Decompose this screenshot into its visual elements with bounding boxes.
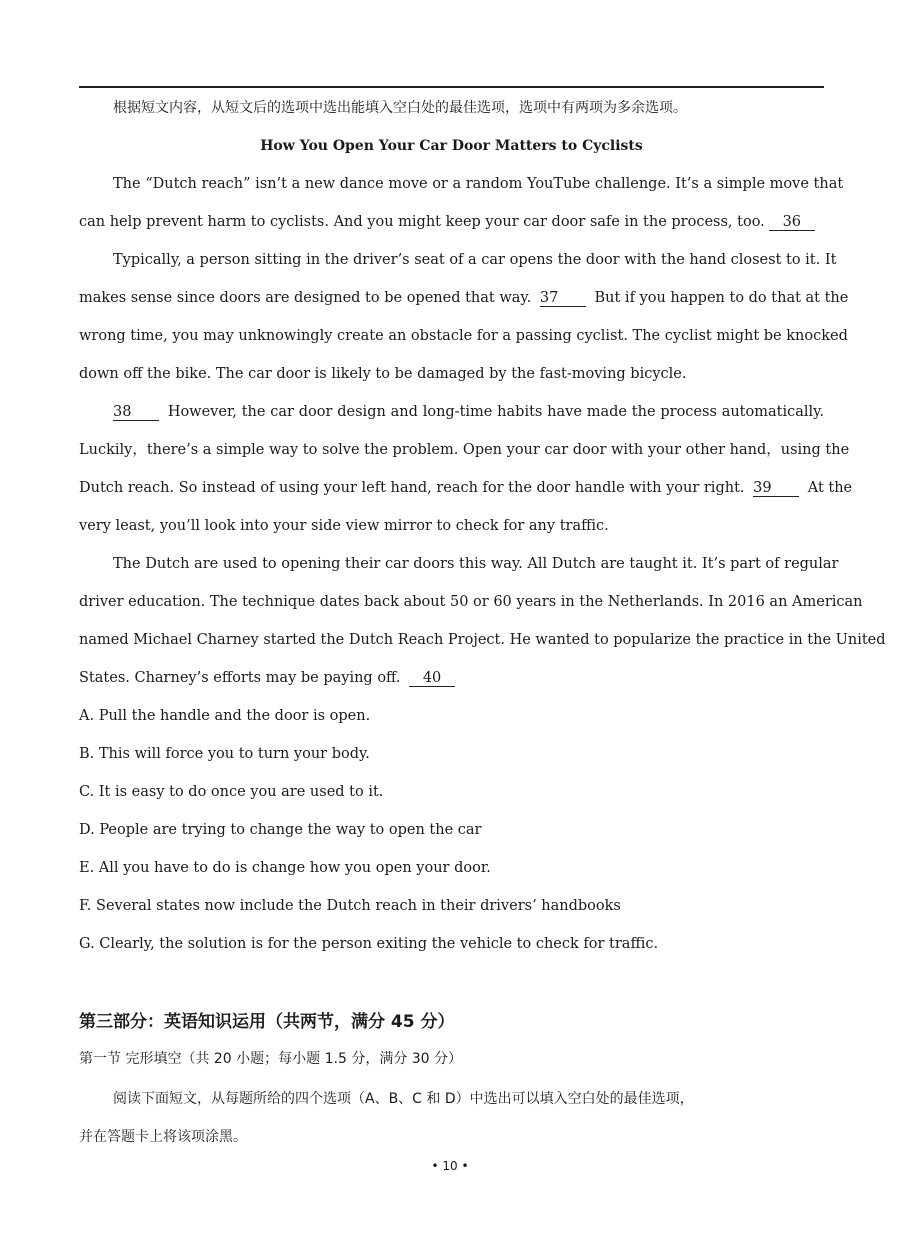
page-number: • 10 • [431,1159,469,1173]
option-b: B. This will force you to turn your body. [79,746,370,762]
p3-line3-text-b: At the [807,480,853,496]
part3-subheading: 第一节 完形填空（共 20 小题；每小题 1.5 分，满分 30 分） [79,1051,463,1067]
p4-line2: driver education. The technique dates back about 50 or 60 years in the Netherlands. In 2016 an American [79,594,863,610]
blank-40: 40 [409,670,455,687]
option-c: C. It is easy to do once you are used to it. [79,784,384,800]
p2-line2-text-b: But if you happen to do that at the [594,290,849,306]
p4-line1: The Dutch are used to opening their car doors this way. All Dutch are taught it. It’s part of regular [113,556,839,572]
option-d: D. People are trying to change the way to open the car [79,822,482,838]
p3-line1-text: However, the car door design and long-time habits have made the process automatically. [167,404,825,420]
option-f: F. Several states now include the Dutch reach in their drivers’ handbooks [79,898,621,914]
p1-line2-text: can help prevent harm to cyclists. And you might keep your car door safe in the process, too. [79,214,765,230]
p3-line3-text-a: Dutch reach. So instead of using your left hand, reach for the door handle with your right. [79,480,745,496]
part3-instruction-line2: 并在答题卡上将该项涂黑。 [79,1129,247,1145]
part3-heading: 第三部分：英语知识运用（共两节，满分 45 分） [79,1012,455,1032]
option-g: G. Clearly, the solution is for the person exiting the vehicle to check for traffic. [79,936,659,952]
p3-line4: very least, you’ll look into your side view mirror to check for any traffic. [79,518,609,534]
p2-line3: wrong time, you may unknowingly create an obstacle for a passing cyclist. The cyclist might be knocked [79,328,848,344]
p2-line2-text-a: makes sense since doors are designed to be opened that way. [79,290,532,306]
blank-37: 37 [540,290,586,307]
p1-line1: The “Dutch reach” isn’t a new dance move or a random YouTube challenge. It’s a simple move that [113,176,844,192]
p1-line2 [79,212,824,232]
part3-instruction-line1: 阅读下面短文，从每题所给的四个选项（A、B、C 和 D）中选出可以填入空白处的最佳选项， [113,1091,694,1107]
p2-line4: down off the bike. The car door is likely to be damaged by the fast-moving bicycle. [79,366,687,382]
p4-line4 [79,668,824,688]
p2-line2 [79,288,849,308]
p3-line3 [79,478,853,498]
p2-line1: Typically, a person sitting in the driver’s seat of a car opens the door with the hand closest to it. It [113,252,837,268]
passage-title: How You Open Your Car Door Matters to Cyclists [260,138,643,154]
p3-line2: Luckily，there’s a simple way to solve the problem. Open your car door with your other hand，using the [79,442,850,458]
top-divider [79,86,824,88]
blank-38: 38 [113,404,159,421]
p3-line1 [113,402,824,422]
option-e: E. All you have to do is change how you open your door. [79,860,491,876]
section-instruction: 根据短文内容，从短文后的选项中选出能填入空白处的最佳选项，选项中有两项为多余选项。 [113,100,687,116]
blank-36: 36 [769,214,815,231]
blank-39: 39 [753,480,799,497]
p4-line3: named Michael Charney started the Dutch Reach Project. He wanted to popularize the practice in the United [79,632,886,648]
p4-line4-text: States. Charney’s efforts may be paying off. [79,670,401,686]
option-a: A. Pull the handle and the door is open. [79,708,371,724]
